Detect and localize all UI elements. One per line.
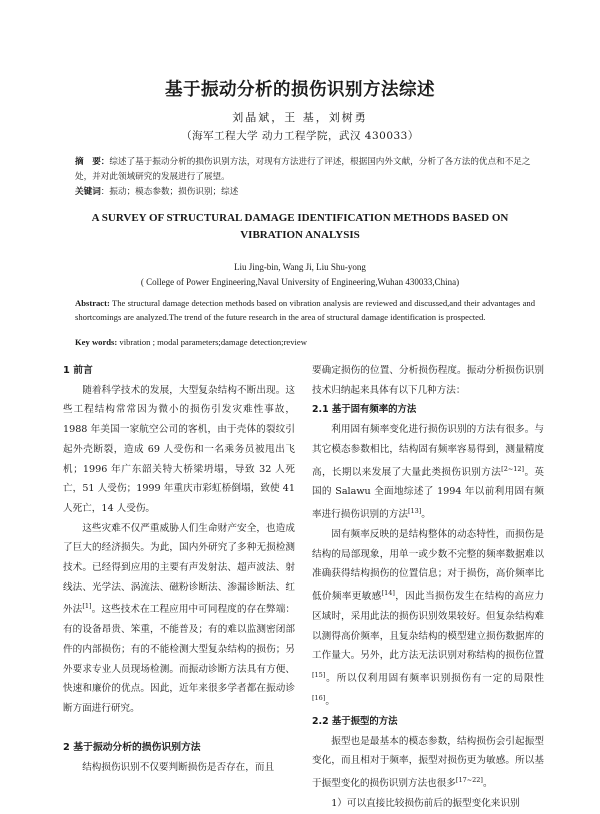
paragraph	[312, 732, 544, 794]
left-column	[63, 361, 295, 777]
citation: [2~12]	[501, 464, 525, 473]
citation: [14]	[381, 589, 395, 598]
paper-affiliation: （海军工程大学 动力工程学院，武汉 430033）	[181, 130, 419, 142]
paragraph	[312, 420, 544, 525]
paragraph-text: ，因此当损伤发生在结构的高应力区域时，采用此法的损伤识别效果较好。但复杂结构难以测得高价频率，且复杂结构的模型建立损伤数据库的工作量大。另外，此方法无法识别对称结构的损伤位置	[312, 591, 545, 662]
paragraph	[312, 525, 544, 712]
keywords-en-text: vibration ; modal parameters;damage detection;review	[117, 337, 307, 347]
paragraph-text: 。	[421, 509, 431, 521]
citation: [17~22]	[455, 776, 483, 784]
keywords-cn	[75, 185, 545, 200]
abstract-cn-text: 综述了基于振动分析的损伤识别方法，对现有方法进行了评述，根据国内外文献，分析了各方法的优点和不足之处，并对此领域研究的发展进行了展望。	[75, 157, 531, 182]
keywords-en-label: Key words:	[75, 337, 118, 347]
paragraph	[63, 519, 295, 719]
paper-authors-en: Liu Jing-bin, Wang Ji, Liu Shu-yong	[234, 262, 366, 272]
paragraph-text: 。	[482, 778, 493, 790]
paragraph-text: 。	[325, 696, 335, 708]
paragraph-text: 。这些技术在工程应用中可同程度的存在弊端：有的设备昂贵、笨重，不能普及；有的难以监测密闭部件的内部损伤；有的不能检测大型复杂结构的损伤；另外要求专业人员现场检测。而振动诊断方法具有方便、快速和廉价的优点。因此，近年来很多学者都在振动诊断方面进行研究。	[63, 604, 296, 715]
paragraph-text: 固有频率反映的是结构整体的动态特性，而损伤是结构的局部现象，用单一或少数不完整的频率数据难以准确获得结构损伤的位置信息；对于损伤，高价频率比低价频率更敏感	[312, 529, 544, 603]
section-heading-1: 1 前言	[63, 365, 93, 376]
paragraph: 1）可以直接比较损伤前后的振型变化来识别	[331, 797, 520, 809]
paper-title-en: A SURVEY OF STRUCTURAL DAMAGE IDENTIFICATION METHODS BASED ON VIBRATION ANALYSIS	[91, 212, 509, 241]
paper-affiliation-en: ( College of Power Engineering,Naval University of Engineering,Wuhan 430033,China)	[140, 277, 460, 287]
subsection-heading-2-2: 2.2 基于振型的方法	[312, 715, 398, 727]
citation: [15]	[312, 671, 326, 680]
paragraph: 结构损伤识别不仅要判断损伤是否存在，而且	[82, 761, 275, 773]
abstract-cn-label: 摘 要：	[75, 157, 110, 167]
paragraph-text: 。英国的 Salawu 全面地综述了 1994 年以前利用固有频率进行损伤识别的方法	[312, 466, 545, 521]
citation: [13]	[407, 507, 422, 516]
paragraph-text: 利用固有频率变化进行损伤识别的方法有很多。与其它模态参数相比，结构固有频率容易得到，测量精度高，长期以来发展了大量此类损伤识别方法	[312, 424, 544, 478]
keywords-cn-label: 关键词	[75, 187, 101, 197]
keywords-en	[75, 336, 535, 350]
keywords-cn-text: ：振动；模态参数；损伤识别；综述	[100, 187, 239, 197]
paragraph-text: 振型也是最基本的模态参数，结构损伤会引起振型变化，而且相对于频率，振型对损伤更为敏感。所以基于振型变化的损伤识别方法也很多	[312, 735, 544, 790]
abstract-en	[75, 297, 535, 324]
paragraph: 要确定损伤的位置、分析损伤程度。振动分析损伤识别技术归纳起来具体有以下几种方法：	[312, 365, 544, 396]
paragraph-text: 。所以仅利用固有频率识别损伤有一定的局限性	[325, 673, 544, 685]
paper-title: 基于振动分析的损伤识别方法综述	[165, 80, 435, 100]
abstract-cn	[75, 155, 545, 185]
abstract-en-label: Abstract:	[75, 298, 110, 308]
abstract-en-text: The structural damage detection methods based on vibration analysis are reviewed and discussed,and their advantages and shortcomings are analyzed.The trend of the future research in the area of structural damage identification is prospected.	[75, 298, 535, 322]
paper-authors: 刘晶斌，王 基，刘树勇	[232, 111, 368, 124]
section-heading-2: 2 基于振动分析的损伤识别方法	[63, 741, 201, 753]
citation: [1]	[82, 602, 92, 611]
paragraph: 随着科学技术的发展，大型复杂结构不断出现。这些工程结构常常因为微小的损伤引发灾难性事故，1988 年美国一家航空公司的客机，由于壳体的裂纹引起外壳断裂，造成 69 人受伤和一名乘务员被甩出飞机；1996 年广东韶关特大桥梁坍塌，导致 32 人死亡，51 人受伤；1999 年重庆市彩虹桥倒塌，致使 41 人死亡，14 人受伤。	[63, 384, 295, 514]
subsection-heading-2-1: 2.1 基于固有频率的方法	[312, 404, 417, 416]
citation: [16]	[312, 694, 326, 702]
right-column	[312, 361, 544, 814]
paragraph-text: 这些灾难不仅严重威胁人们生命财产安全，也造成了巨大的经济损失。为此，国内外研究了多种无损检测技术。已经得到应用的主要有声发射法、超声波法、射线法、光学法、涡流法、磁粉诊断法、渗漏诊断法、红外法	[63, 522, 295, 616]
